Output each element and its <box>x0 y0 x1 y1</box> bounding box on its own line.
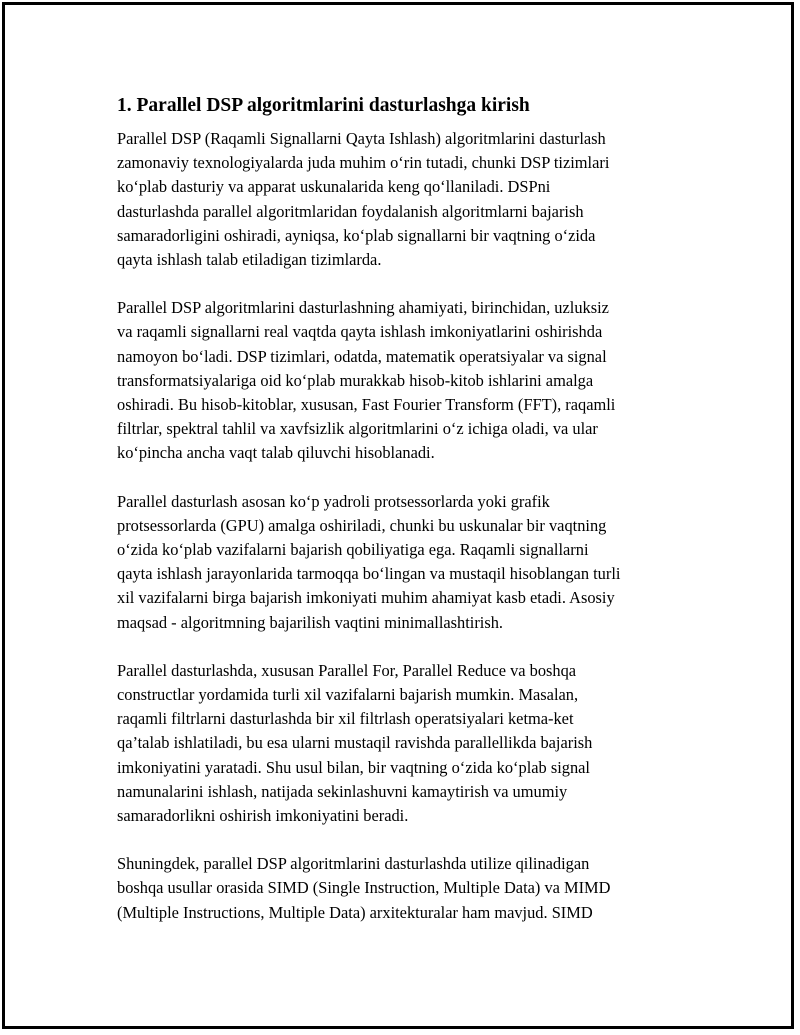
text-line: (Multiple Instructions, Multiple Data) arxitekturalar ham mavjud. SIMD <box>117 902 593 922</box>
text-line: o‘zida ko‘plab vazifalarni bajarish qobiliyatiga ega. Raqamli signallarni <box>117 540 589 560</box>
text-line: maqsad - algoritmning bajarilish vaqtini minimallashtirish. <box>117 612 504 632</box>
text-line: Parallel DSP (Raqamli Signallarni Qayta Ishlash) algoritmlarini dasturlash <box>117 129 606 148</box>
paragraph <box>117 490 663 635</box>
text-line: qayta ishlash talab etiladigan tizimlarda. <box>117 250 382 270</box>
text-line: ko‘pincha ancha vaqt talab qiluvchi hisoblanadi. <box>117 443 435 463</box>
text-line: namoyon bo‘ladi. DSP tizimlari, odatda, matematik operatsiyalar va signal <box>117 346 607 366</box>
text-line: zamonaviy texnologiyalarda juda muhim o‘rin tutadi, chunki DSP tizimlari <box>117 153 610 173</box>
text-line: boshqa usullar orasida SIMD (Single Instruction, Multiple Data) va MIMD <box>117 878 611 898</box>
text-line: filtrlar, spektral tahlil va xavfsizlik algoritmlarini o‘z ichiga oladi, va ular <box>117 419 598 439</box>
text-line: Parallel DSP algoritmlarini dasturlashning ahamiyati, birinchidan, uzluksiz <box>117 298 609 318</box>
text-line: ko‘plab dasturiy va apparat uskunalarida keng qo‘llaniladi. DSPni <box>117 177 551 197</box>
text-line: namunalarini ishlash, natijada sekinlashuvni kamaytirish va umumiy <box>117 781 568 801</box>
paragraph <box>117 127 663 272</box>
text-line: constructlar yordamida turli xil vazifalarni bajarish mumkin. Masalan, <box>117 685 579 705</box>
text-line: qayta ishlash jarayonlarida tarmoqqa bo‘lingan va mustaqil hisoblangan turli <box>117 564 621 584</box>
document-body <box>117 93 663 949</box>
text-line: dasturlashda parallel algoritmlaridan foydalanish algoritmlarni bajarish <box>117 201 584 221</box>
section-heading: 1. Parallel DSP algoritmlarini dasturlashga kirish <box>117 95 530 116</box>
paragraph <box>117 659 663 828</box>
text-line: samaradorlikni oshirish imkoniyatini beradi. <box>117 806 409 826</box>
text-line: xil vazifalarni birga bajarish imkoniyati muhim ahamiyat kasb etadi. Asosiy <box>117 588 615 608</box>
text-line: protsessorlarda (GPU) amalga oshiriladi, chunki bu uskunalar bir vaqtning <box>117 515 607 535</box>
text-line: Parallel dasturlash asosan ko‘p yadroli protsessorlarda yoki grafik <box>117 491 550 511</box>
text-line: Parallel dasturlashda, xususan Parallel For, Parallel Reduce va boshqa <box>117 660 577 680</box>
text-line: samaradorligini oshiradi, ayniqsa, ko‘plab signallarni bir vaqtning o‘zida <box>117 225 596 245</box>
text-line: imkoniyatini yaratadi. Shu usul bilan, bir vaqtning o‘zida ko‘plab signal <box>117 757 590 777</box>
text-line: transformatsiyalariga oid ko‘plab murakkab hisob-kitob ishlarini amalga <box>117 370 594 390</box>
text-line: qa’talab ishlatiladi, bu esa ularni mustaqil ravishda parallellikda bajarish <box>117 733 593 753</box>
text-line: va raqamli signallarni real vaqtda qayta ishlash imkoniyatlarini oshirishda <box>117 322 603 342</box>
text-line: raqamli filtrlarni dasturlashda bir xil filtrlash operatsiyalari ketma-ket <box>117 709 574 729</box>
text-line: oshiradi. Bu hisob-kitoblar, xususan, Fast Fourier Transform (FFT), raqamli <box>117 395 616 415</box>
text-line: Shuningdek, parallel DSP algoritmlarini dasturlashda utilize qilinadigan <box>117 854 590 874</box>
paragraph <box>117 296 663 465</box>
paragraph-list <box>117 127 663 925</box>
paragraph <box>117 852 663 925</box>
